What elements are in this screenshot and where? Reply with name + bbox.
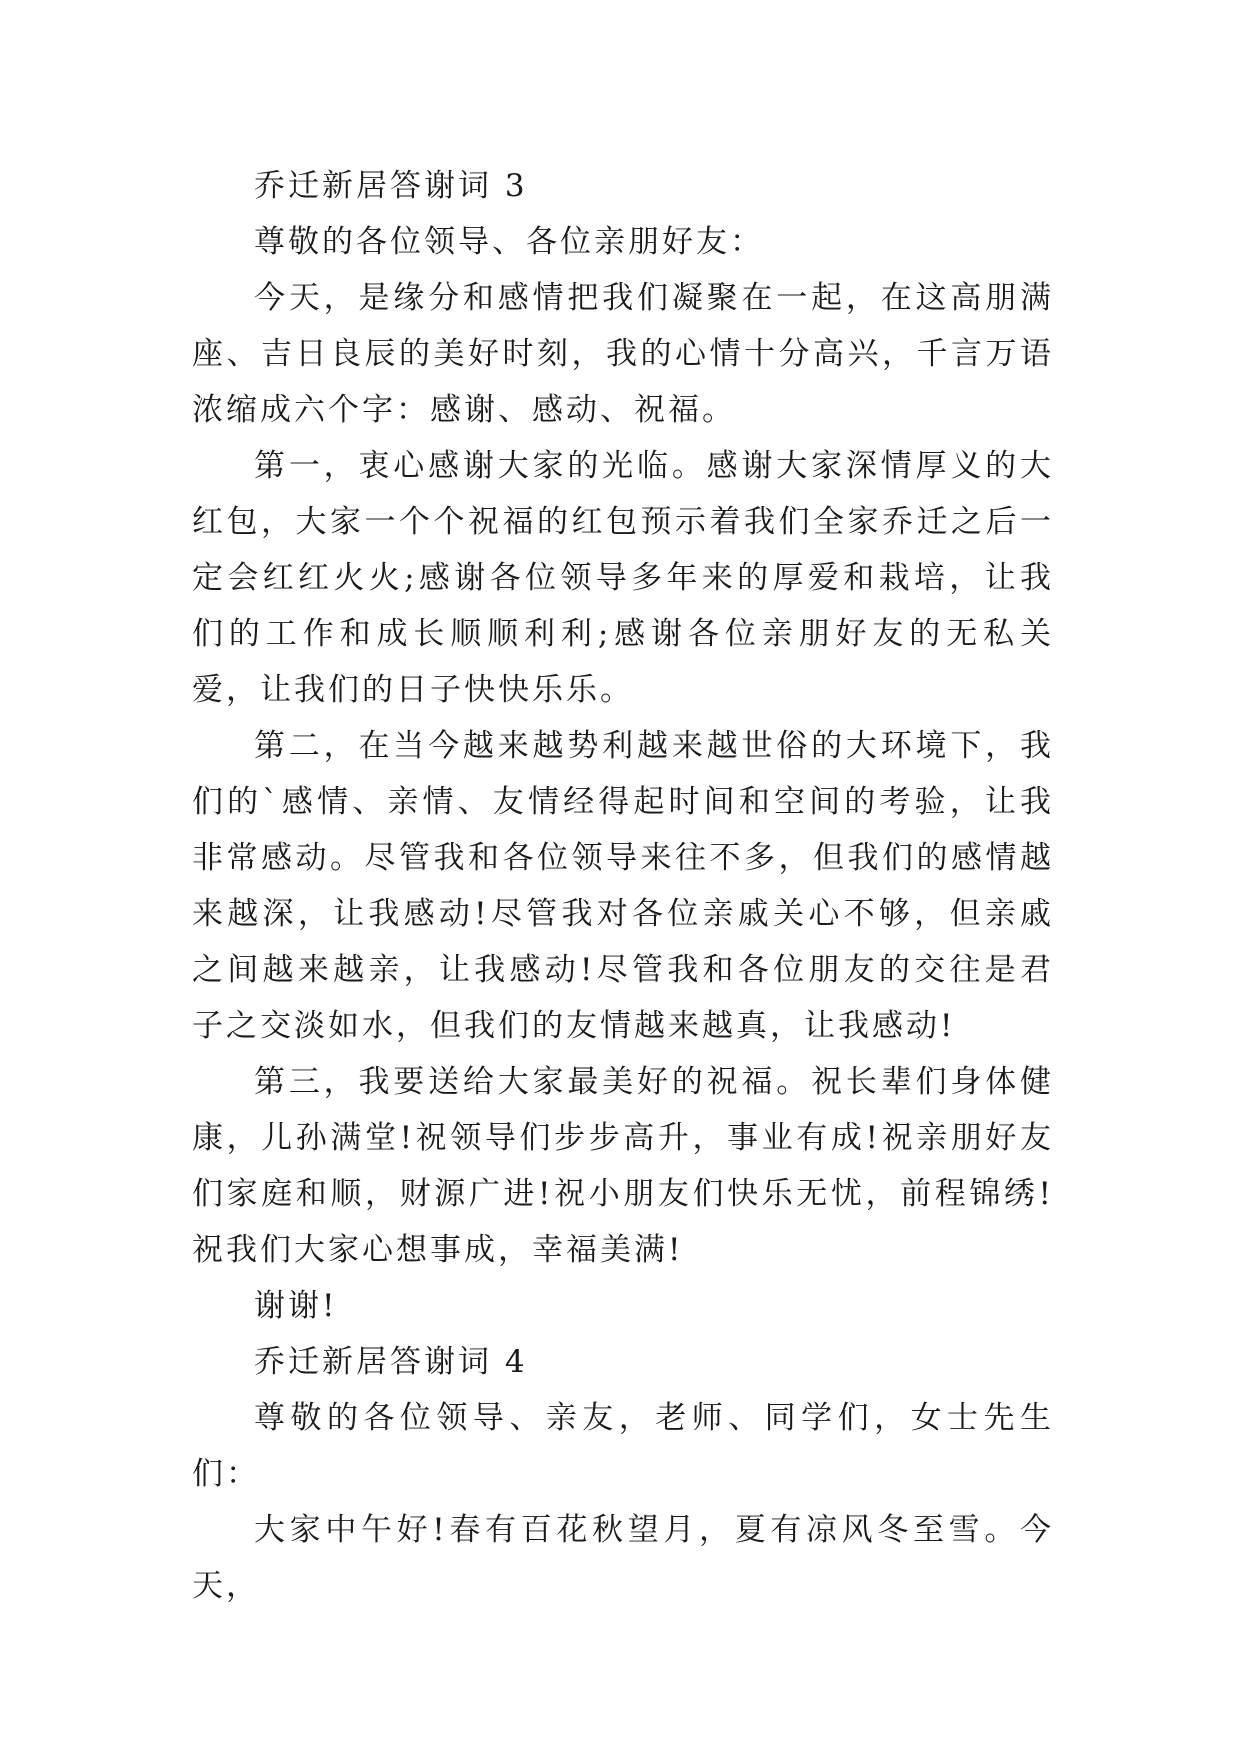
closing-paragraph: 谢谢!: [254, 1288, 338, 1324]
body-paragraph: 第二，在当今越来越势利越来越世俗的大环境下，我们的`感情、亲情、友情经得起时间和空间的考验，让我非常感动。尽管我和各位领导来往不多，但我们的感情越来越深，让我感动!尽管我对各位亲戚关心不够，但亲戚之间越来越亲，让我感动!尽管我和各位朋友的交往是君子之交淡如水，但我们的友情越来越真，让我感动!: [192, 728, 1054, 1044]
heading-speech-4: 乔迁新居答谢词 4: [254, 1344, 528, 1380]
body-paragraph: 第一，衷心感谢大家的光临。感谢大家深情厚义的大红包，大家一个个祝福的红包预示着我们全家乔迁之后一定会红红火火;感谢各位领导多年来的厚爱和栽培，让我们的工作和成长顺顺利利;感谢各位亲朋好友的无私关爱，让我们的日子快快乐乐。: [192, 448, 1054, 708]
heading-speech-3: 乔迁新居答谢词 3: [254, 168, 528, 204]
body-paragraph: 第三，我要送给大家最美好的祝福。祝长辈们身体健康，儿孙满堂!祝领导们步步高升，事业有成!祝亲朋好友们家庭和顺，财源广进!祝小朋友们快乐无忧，前程锦绣!祝我们大家心想事成，幸福美满!: [192, 1064, 1054, 1268]
salutation-paragraph: 尊敬的各位领导、亲友，老师、同学们，女士先生们：: [192, 1400, 1054, 1492]
body-paragraph: 今天，是缘分和感情把我们凝聚在一起，在这高朋满座、吉日良辰的美好时刻，我的心情十分高兴，千言万语浓缩成六个字：感谢、感动、祝福。: [192, 280, 1054, 428]
document-body: [192, 158, 1054, 1614]
salutation-paragraph: 尊敬的各位领导、各位亲朋好友：: [254, 224, 764, 260]
body-paragraph: 大家中午好!春有百花秋望月，夏有凉风冬至雪。今天，: [192, 1512, 1054, 1604]
